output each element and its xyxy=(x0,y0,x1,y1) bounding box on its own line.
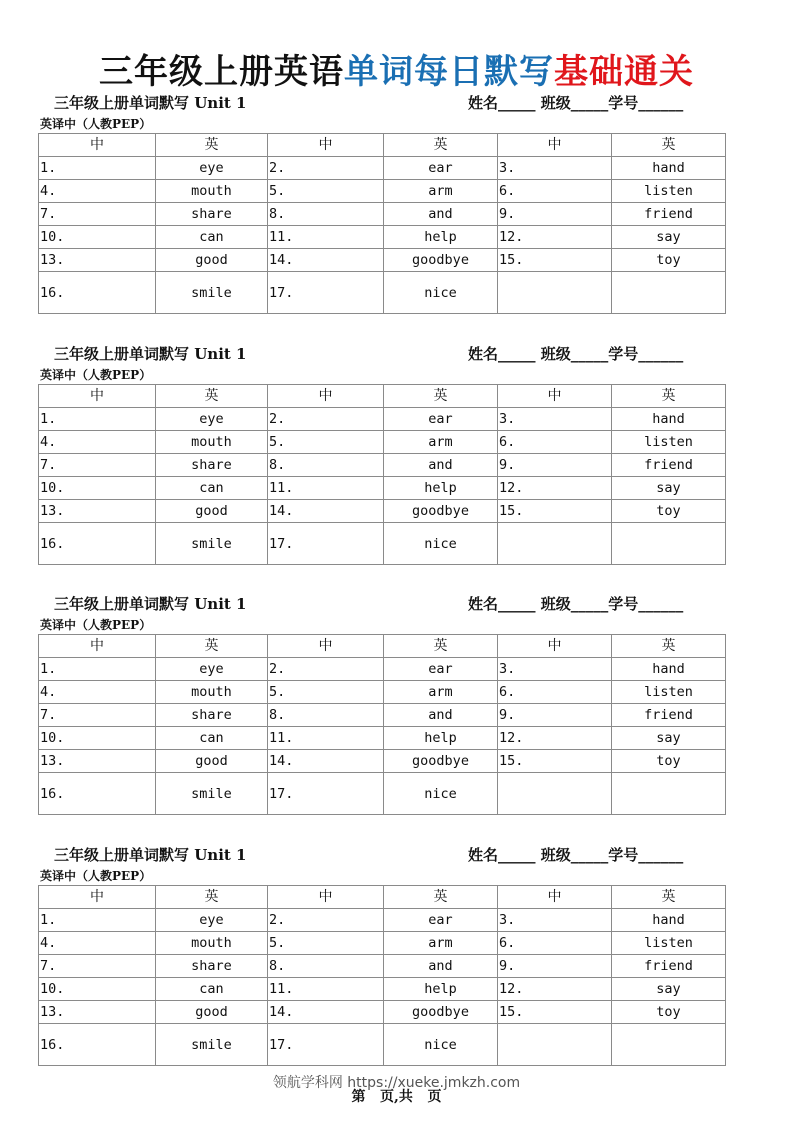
page-title xyxy=(0,44,793,93)
table-header-row xyxy=(39,635,726,658)
answer-cell[interactable]: 6. xyxy=(498,180,612,203)
word-cell: goodbye xyxy=(384,750,498,773)
answer-cell[interactable]: 5. xyxy=(268,932,384,955)
word-cell: goodbye xyxy=(384,500,498,523)
header-chinese: 中 xyxy=(268,886,384,909)
word-cell: and xyxy=(384,955,498,978)
word-cell xyxy=(612,523,726,565)
word-cell: toy xyxy=(612,1001,726,1024)
answer-cell[interactable]: 17. xyxy=(268,773,384,815)
word-cell: share xyxy=(156,704,268,727)
answer-cell[interactable]: 1. xyxy=(39,909,156,932)
word-cell: friend xyxy=(612,704,726,727)
answer-cell[interactable]: 16. xyxy=(39,773,156,815)
header-english: 英 xyxy=(612,886,726,909)
sheet-title: 三年级上册单词默写 Unit 1 xyxy=(54,345,247,363)
table-row xyxy=(39,249,726,272)
answer-cell[interactable] xyxy=(498,773,612,815)
header-english: 英 xyxy=(384,635,498,658)
table-row xyxy=(39,909,726,932)
table-row xyxy=(39,704,726,727)
header-chinese: 中 xyxy=(268,385,384,408)
header-english: 英 xyxy=(612,385,726,408)
word-cell: toy xyxy=(612,249,726,272)
word-cell: eye xyxy=(156,658,268,681)
header-chinese: 中 xyxy=(39,134,156,157)
header-chinese: 中 xyxy=(268,134,384,157)
answer-cell[interactable]: 17. xyxy=(268,272,384,314)
table-header-row xyxy=(39,886,726,909)
answer-cell[interactable] xyxy=(498,272,612,314)
header-chinese: 中 xyxy=(498,886,612,909)
word-cell: and xyxy=(384,704,498,727)
header-english: 英 xyxy=(156,385,268,408)
word-cell: friend xyxy=(612,203,726,226)
header-english: 英 xyxy=(156,635,268,658)
answer-cell[interactable]: 1. xyxy=(39,157,156,180)
table-row xyxy=(39,431,726,454)
page-title-black: 三年级上册英语 xyxy=(99,52,344,92)
answer-cell[interactable] xyxy=(498,1024,612,1066)
word-cell: listen xyxy=(612,431,726,454)
answer-cell[interactable]: 11. xyxy=(268,727,384,750)
answer-cell[interactable]: 8. xyxy=(268,454,384,477)
answer-cell[interactable]: 5. xyxy=(268,431,384,454)
word-cell: mouth xyxy=(156,932,268,955)
word-cell xyxy=(612,773,726,815)
answer-cell[interactable]: 4. xyxy=(39,431,156,454)
answer-cell[interactable]: 8. xyxy=(268,704,384,727)
answer-cell[interactable]: 12. xyxy=(498,226,612,249)
header-english: 英 xyxy=(384,886,498,909)
answer-cell[interactable]: 13. xyxy=(39,1001,156,1024)
header-chinese: 中 xyxy=(39,385,156,408)
sheet-title: 三年级上册单词默写 Unit 1 xyxy=(54,595,247,613)
answer-cell[interactable]: 14. xyxy=(268,750,384,773)
answer-cell[interactable]: 17. xyxy=(268,523,384,565)
word-cell: can xyxy=(156,226,268,249)
word-cell: can xyxy=(156,978,268,1001)
answer-cell[interactable]: 13. xyxy=(39,249,156,272)
word-cell: share xyxy=(156,203,268,226)
table-header-row xyxy=(39,385,726,408)
word-cell: help xyxy=(384,978,498,1001)
sheet-subtitle: 英译中（人教PEP） xyxy=(40,869,152,883)
word-cell: and xyxy=(384,454,498,477)
word-cell: say xyxy=(612,727,726,750)
answer-cell[interactable]: 10. xyxy=(39,477,156,500)
word-cell: good xyxy=(156,500,268,523)
answer-cell[interactable]: 6. xyxy=(498,932,612,955)
word-cell: and xyxy=(384,203,498,226)
word-cell: can xyxy=(156,477,268,500)
word-cell: good xyxy=(156,249,268,272)
word-cell: listen xyxy=(612,932,726,955)
table-row xyxy=(39,454,726,477)
word-cell: nice xyxy=(384,773,498,815)
table-row xyxy=(39,955,726,978)
table-row xyxy=(39,272,726,314)
word-cell: say xyxy=(612,978,726,1001)
student-info-fields: 姓名_____ 班级_____学号______ xyxy=(468,345,684,363)
answer-cell[interactable]: 17. xyxy=(268,1024,384,1066)
word-cell: goodbye xyxy=(384,249,498,272)
answer-cell[interactable]: 13. xyxy=(39,500,156,523)
answer-cell[interactable]: 16. xyxy=(39,1024,156,1066)
word-cell: arm xyxy=(384,180,498,203)
word-cell: help xyxy=(384,727,498,750)
answer-cell[interactable]: 15. xyxy=(498,750,612,773)
answer-cell[interactable]: 10. xyxy=(39,978,156,1001)
word-cell xyxy=(612,272,726,314)
answer-cell[interactable]: 3. xyxy=(498,157,612,180)
answer-cell[interactable]: 2. xyxy=(268,909,384,932)
word-cell: arm xyxy=(384,681,498,704)
answer-cell[interactable]: 10. xyxy=(39,226,156,249)
answer-cell[interactable]: 11. xyxy=(268,477,384,500)
footer-website: 领航学科网 https://xueke.jmkzh.com xyxy=(272,1075,521,1091)
answer-cell[interactable]: 1. xyxy=(39,658,156,681)
word-cell: hand xyxy=(612,408,726,431)
word-cell xyxy=(612,1024,726,1066)
answer-cell[interactable]: 7. xyxy=(39,203,156,226)
answer-cell[interactable]: 15. xyxy=(498,1001,612,1024)
header-english: 英 xyxy=(612,134,726,157)
word-cell: smile xyxy=(156,523,268,565)
word-cell: mouth xyxy=(156,431,268,454)
table-row xyxy=(39,773,726,815)
student-info-fields: 姓名_____ 班级_____学号______ xyxy=(468,595,684,613)
answer-cell[interactable]: 9. xyxy=(498,955,612,978)
word-cell: mouth xyxy=(156,681,268,704)
answer-cell[interactable]: 7. xyxy=(39,454,156,477)
answer-cell[interactable]: 12. xyxy=(498,727,612,750)
answer-cell[interactable]: 4. xyxy=(39,180,156,203)
answer-cell[interactable]: 12. xyxy=(498,978,612,1001)
answer-cell[interactable]: 9. xyxy=(498,203,612,226)
vocabulary-table xyxy=(38,885,726,1066)
table-row xyxy=(39,408,726,431)
answer-cell[interactable]: 2. xyxy=(268,157,384,180)
header-chinese: 中 xyxy=(39,635,156,658)
word-cell: nice xyxy=(384,1024,498,1066)
table-row xyxy=(39,500,726,523)
word-cell: say xyxy=(612,226,726,249)
vocabulary-table xyxy=(38,133,726,314)
header-english: 英 xyxy=(612,635,726,658)
answer-cell[interactable]: 4. xyxy=(39,681,156,704)
table-row xyxy=(39,477,726,500)
word-cell: share xyxy=(156,454,268,477)
header-chinese: 中 xyxy=(498,134,612,157)
vocabulary-table xyxy=(38,384,726,565)
word-cell: listen xyxy=(612,180,726,203)
table-row xyxy=(39,1024,726,1066)
table-row xyxy=(39,180,726,203)
word-cell: mouth xyxy=(156,180,268,203)
answer-cell[interactable]: 16. xyxy=(39,523,156,565)
word-cell: say xyxy=(612,477,726,500)
word-cell: eye xyxy=(156,157,268,180)
word-cell: good xyxy=(156,750,268,773)
table-row xyxy=(39,750,726,773)
table-row xyxy=(39,978,726,1001)
word-cell: good xyxy=(156,1001,268,1024)
header-chinese: 中 xyxy=(39,886,156,909)
header-english: 英 xyxy=(384,385,498,408)
answer-cell[interactable]: 8. xyxy=(268,203,384,226)
header-english: 英 xyxy=(156,134,268,157)
answer-cell[interactable]: 4. xyxy=(39,932,156,955)
sheet-title: 三年级上册单词默写 Unit 1 xyxy=(54,846,247,864)
word-cell: eye xyxy=(156,909,268,932)
word-cell: help xyxy=(384,226,498,249)
word-cell: eye xyxy=(156,408,268,431)
table-row xyxy=(39,932,726,955)
answer-cell[interactable]: 16. xyxy=(39,272,156,314)
answer-cell[interactable]: 7. xyxy=(39,704,156,727)
answer-cell[interactable]: 13. xyxy=(39,750,156,773)
answer-cell[interactable]: 6. xyxy=(498,681,612,704)
word-cell: friend xyxy=(612,454,726,477)
answer-cell[interactable]: 11. xyxy=(268,978,384,1001)
word-cell: smile xyxy=(156,1024,268,1066)
word-cell: listen xyxy=(612,681,726,704)
header-chinese: 中 xyxy=(498,635,612,658)
vocabulary-table xyxy=(38,634,726,815)
answer-cell[interactable]: 14. xyxy=(268,1001,384,1024)
answer-cell[interactable]: 11. xyxy=(268,226,384,249)
student-info-fields: 姓名_____ 班级_____学号______ xyxy=(468,846,684,864)
page-title-red: 基础通关 xyxy=(554,52,694,92)
header-chinese: 中 xyxy=(268,635,384,658)
word-cell: toy xyxy=(612,500,726,523)
table-row xyxy=(39,203,726,226)
word-cell: ear xyxy=(384,909,498,932)
answer-cell[interactable]: 1. xyxy=(39,408,156,431)
word-cell: hand xyxy=(612,658,726,681)
header-chinese: 中 xyxy=(498,385,612,408)
word-cell: arm xyxy=(384,431,498,454)
word-cell: nice xyxy=(384,272,498,314)
table-row xyxy=(39,681,726,704)
page-title-blue: 单词每日默写 xyxy=(344,52,554,92)
footer-page-number: 第 页,共 页 xyxy=(351,1089,442,1105)
table-row xyxy=(39,727,726,750)
answer-cell[interactable]: 12. xyxy=(498,477,612,500)
word-cell: nice xyxy=(384,523,498,565)
answer-cell[interactable] xyxy=(498,523,612,565)
word-cell: arm xyxy=(384,932,498,955)
header-english: 英 xyxy=(384,134,498,157)
sheet-subtitle: 英译中（人教PEP） xyxy=(40,368,152,382)
answer-cell[interactable]: 6. xyxy=(498,431,612,454)
table-row xyxy=(39,523,726,565)
answer-cell[interactable]: 10. xyxy=(39,727,156,750)
sheet-title: 三年级上册单词默写 Unit 1 xyxy=(54,94,247,112)
header-english: 英 xyxy=(156,886,268,909)
word-cell: smile xyxy=(156,773,268,815)
word-cell: smile xyxy=(156,272,268,314)
word-cell: hand xyxy=(612,157,726,180)
answer-cell[interactable]: 5. xyxy=(268,180,384,203)
word-cell: help xyxy=(384,477,498,500)
answer-cell[interactable]: 15. xyxy=(498,500,612,523)
answer-cell[interactable]: 8. xyxy=(268,955,384,978)
answer-cell[interactable]: 14. xyxy=(268,249,384,272)
table-row xyxy=(39,658,726,681)
table-row xyxy=(39,1001,726,1024)
word-cell: ear xyxy=(384,157,498,180)
word-cell: hand xyxy=(612,909,726,932)
table-header-row xyxy=(39,134,726,157)
answer-cell[interactable]: 5. xyxy=(268,681,384,704)
answer-cell[interactable]: 2. xyxy=(268,408,384,431)
word-cell: ear xyxy=(384,658,498,681)
sheet-subtitle: 英译中（人教PEP） xyxy=(40,117,152,131)
word-cell: goodbye xyxy=(384,1001,498,1024)
answer-cell[interactable]: 14. xyxy=(268,500,384,523)
answer-cell[interactable]: 2. xyxy=(268,658,384,681)
word-cell: ear xyxy=(384,408,498,431)
answer-cell[interactable]: 3. xyxy=(498,658,612,681)
answer-cell[interactable]: 7. xyxy=(39,955,156,978)
table-row xyxy=(39,157,726,180)
answer-cell[interactable]: 3. xyxy=(498,909,612,932)
sheet-subtitle: 英译中（人教PEP） xyxy=(40,618,152,632)
student-info-fields: 姓名_____ 班级_____学号______ xyxy=(468,94,684,112)
answer-cell[interactable]: 3. xyxy=(498,408,612,431)
word-cell: share xyxy=(156,955,268,978)
table-row xyxy=(39,226,726,249)
word-cell: toy xyxy=(612,750,726,773)
word-cell: can xyxy=(156,727,268,750)
answer-cell[interactable]: 9. xyxy=(498,454,612,477)
answer-cell[interactable]: 9. xyxy=(498,704,612,727)
word-cell: friend xyxy=(612,955,726,978)
answer-cell[interactable]: 15. xyxy=(498,249,612,272)
